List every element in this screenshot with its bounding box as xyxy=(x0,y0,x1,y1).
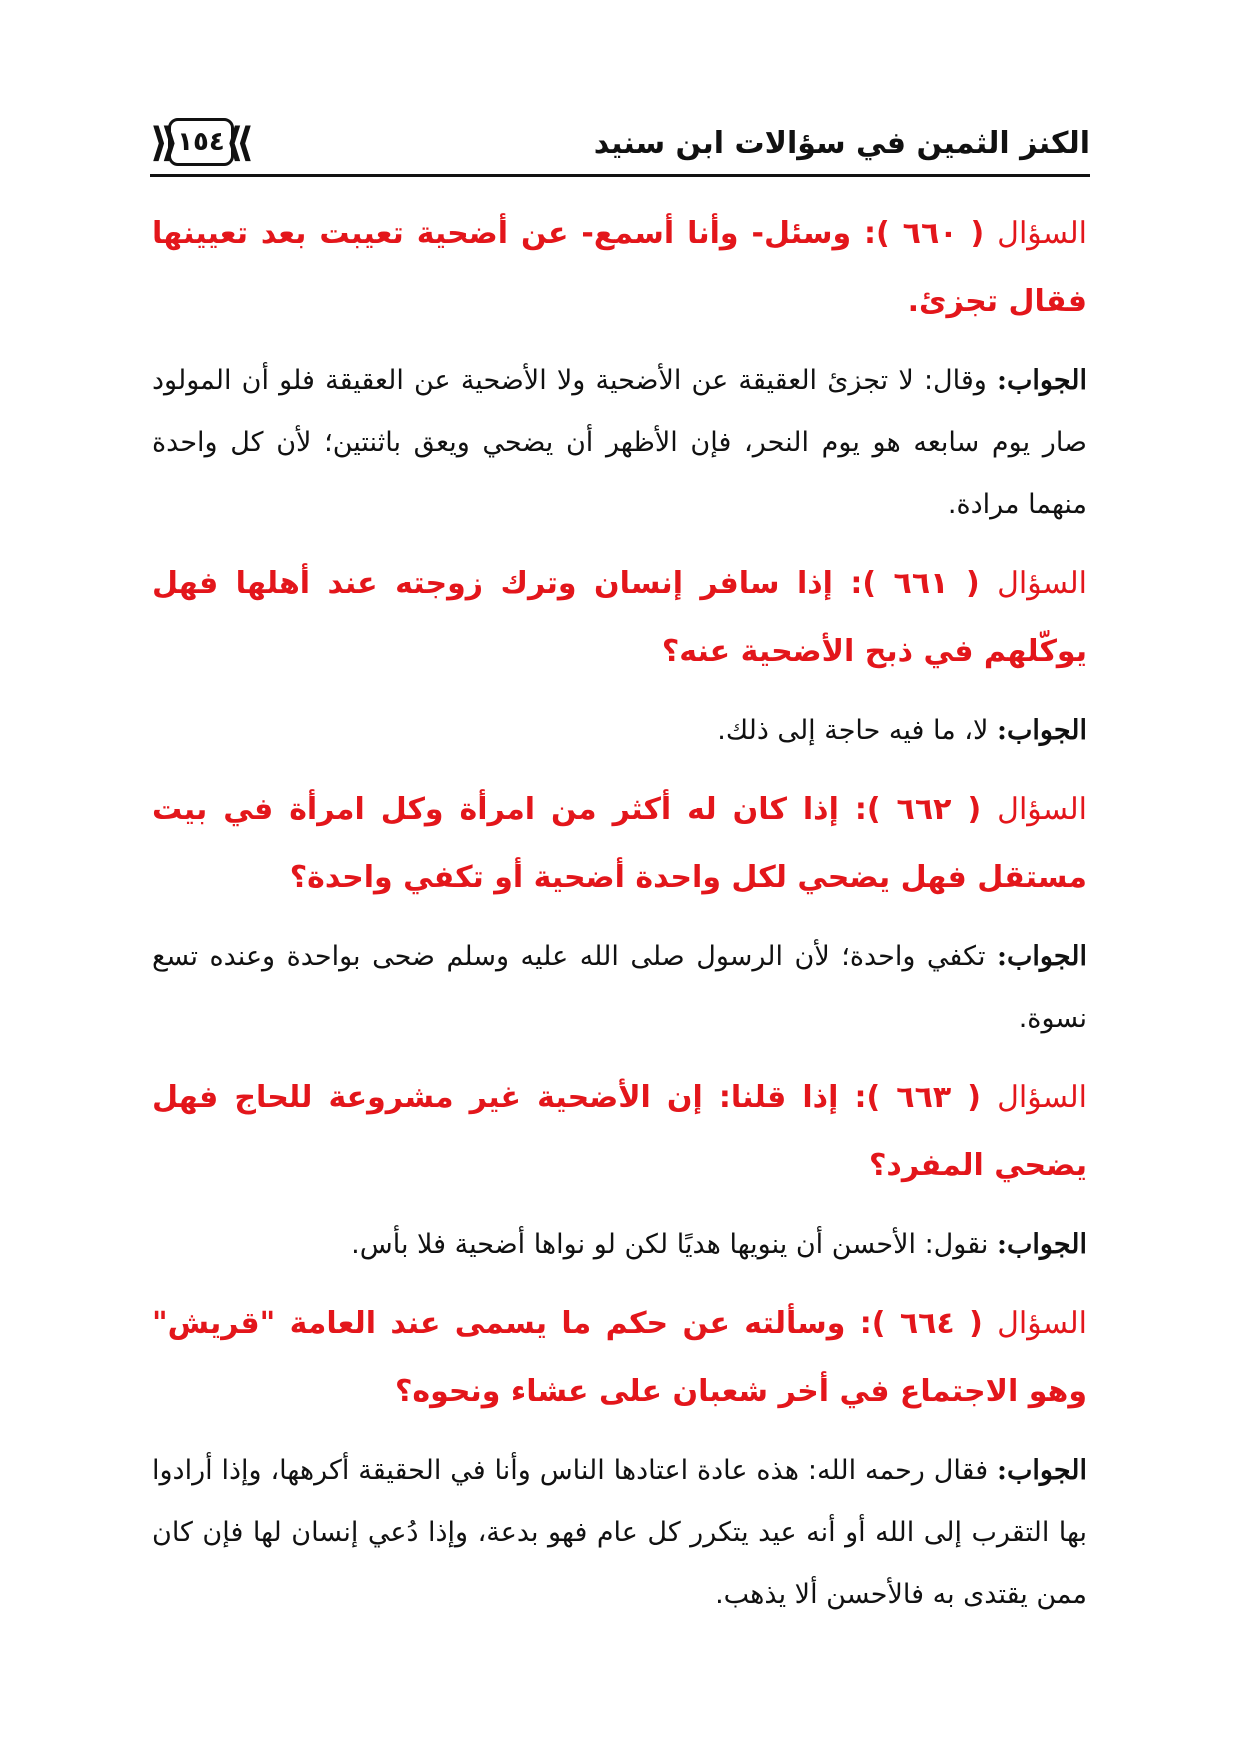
bracket-left-icon: ⟪ xyxy=(150,120,179,166)
question-663 xyxy=(152,1064,1087,1200)
question-text: ( ٦٦١ ): إذا سافر إنسان وترك زوجته عند أهلها فهل يوكّلهم في ذبح الأضحية عنه؟ xyxy=(152,566,1087,669)
page-number-badge xyxy=(150,114,254,172)
question-label: السؤال xyxy=(997,566,1087,601)
question-664 xyxy=(152,1290,1087,1426)
question-label: السؤال xyxy=(997,216,1088,251)
answer-label: الجواب: xyxy=(997,1229,1087,1260)
answer-label: الجواب: xyxy=(997,365,1087,396)
question-label: السؤال xyxy=(997,1306,1087,1341)
question-660 xyxy=(152,200,1087,336)
page-content xyxy=(152,200,1087,1640)
header-divider xyxy=(150,174,1090,177)
question-text: ( ٦٦٣ ): إذا قلنا: إن الأضحية غير مشروعة للحاج فهل يضحي المفرد؟ xyxy=(152,1080,1087,1183)
answer-662 xyxy=(152,926,1087,1050)
answer-661 xyxy=(152,700,1087,762)
question-662 xyxy=(152,776,1087,912)
answer-label: الجواب: xyxy=(997,715,1087,746)
question-text: ( ٦٦٤ ): وسألته عن حكم ما يسمى عند العامة "قريش" وهو الاجتماع في أخر شعبان على عشاء ونحوه؟ xyxy=(152,1306,1087,1409)
question-label: السؤال xyxy=(997,1080,1087,1115)
answer-663 xyxy=(152,1214,1087,1276)
page-number: ١٥٤ xyxy=(168,118,234,166)
question-661 xyxy=(152,550,1087,686)
book-title: الكنز الثمين في سؤالات ابن سنيد xyxy=(593,126,1090,161)
answer-label: الجواب: xyxy=(997,1455,1087,1486)
answer-label: الجواب: xyxy=(997,941,1087,972)
answer-text: نقول: الأحسن أن ينويها هديًا لكن لو نواها أضحية فلا بأس. xyxy=(351,1229,997,1260)
question-label: السؤال xyxy=(997,792,1088,827)
answer-text: تكفي واحدة؛ لأن الرسول صلى الله عليه وسلم ضحى بواحدة وعنده تسع نسوة. xyxy=(152,941,1087,1034)
question-text: ( ٦٦٠ ): وسئل- وأنا أسمع- عن أضحية تعيبت بعد تعيينها فقال تجزئ. xyxy=(152,216,1087,319)
answer-text: فقال رحمه الله: هذه عادة اعتادها الناس وأنا في الحقيقة أكرهها، وإذا أرادوا بها التقرب إلى الله أو أنه عيد يتكرر كل عام فهو بدعة، وإذا دُعي إنسان لها فإن كان ممن يقتدى به فالأحسن ألا يذهب. xyxy=(152,1455,1087,1610)
answer-text: لا، ما فيه حاجة إلى ذلك. xyxy=(717,715,997,746)
answer-660 xyxy=(152,350,1087,536)
answer-text: وقال: لا تجزئ العقيقة عن الأضحية ولا الأضحية عن العقيقة فلو أن المولود صار يوم سابعه هو يوم النحر، فإن الأظهر أن يضحي ويعق باثنتين؛ لأن كل واحدة منهما مرادة. xyxy=(152,365,1087,520)
page-header xyxy=(150,108,1090,180)
answer-664 xyxy=(152,1440,1087,1626)
bracket-right-icon: ⟫ xyxy=(225,120,254,166)
question-text: ( ٦٦٢ ): إذا كان له أكثر من امرأة وكل امرأة في بيت مستقل فهل يضحي لكل واحدة أضحية أو تكفي واحدة؟ xyxy=(152,792,1087,895)
